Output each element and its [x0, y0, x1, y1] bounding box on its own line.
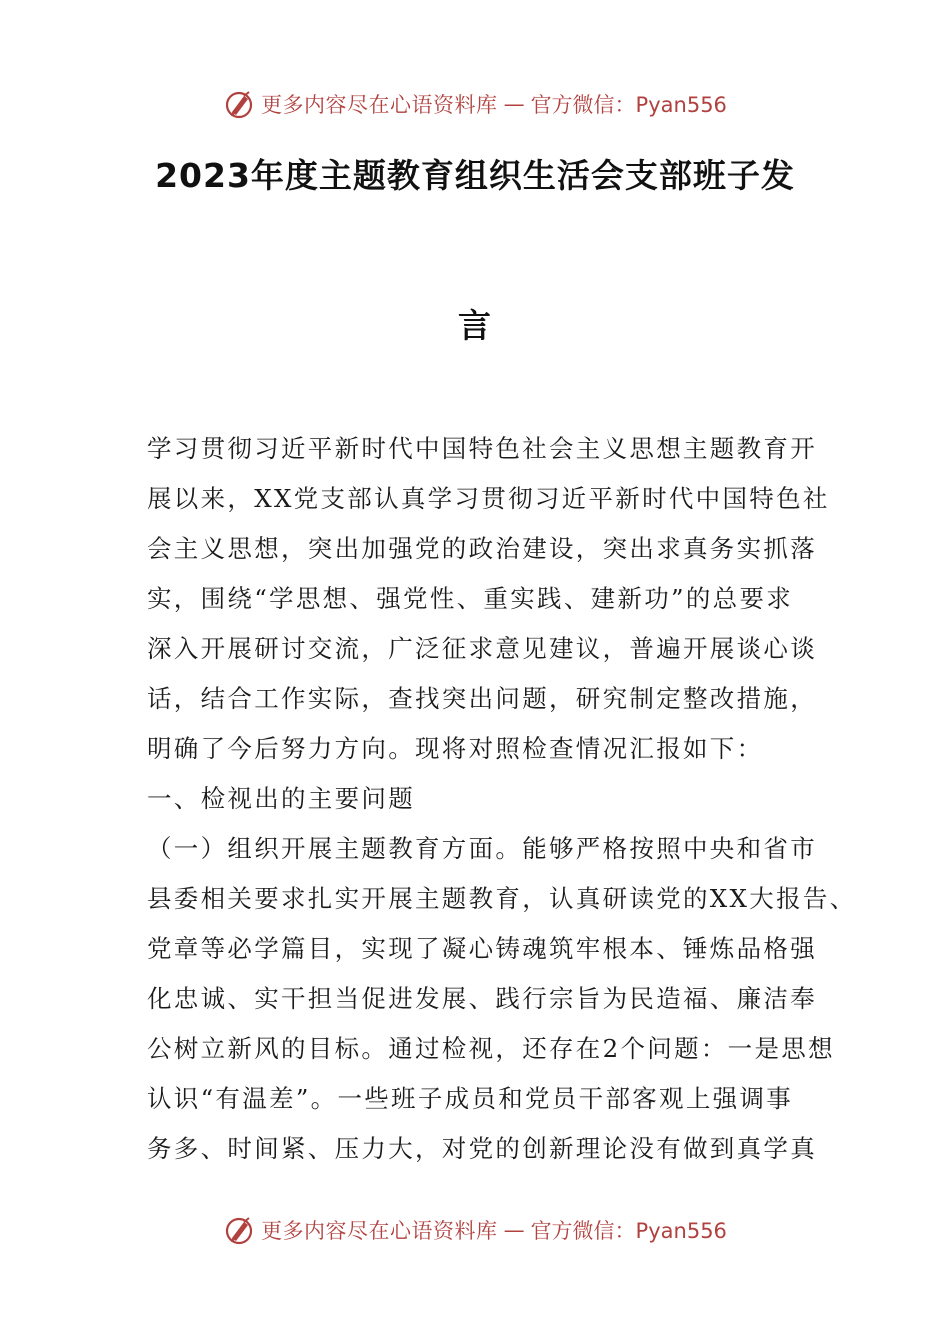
body-line: （一）组织开展主题教育方面。能够严格按照中央和省市 — [147, 834, 817, 863]
watermark-banner-bottom — [0, 1208, 950, 1252]
body-line: 深入开展研讨交流，广泛征求意见建议，普遍开展谈心谈 — [147, 634, 817, 663]
body-line: 务多、时间紧、压力大，对党的创新理论没有做到真学真 — [147, 1134, 817, 1163]
body-line: 明确了今后努力方向。现将对照检查情况汇报如下： — [147, 734, 764, 763]
body-line: 展以来，XX党支部认真学习贯彻习近平新时代中国特色社 — [147, 484, 830, 513]
body-line: 县委相关要求扎实开展主题教育，认真研读党的XX大报告、 — [147, 884, 857, 913]
document-title-line-1: 2023年度主题教育组织生活会支部班子发 — [155, 156, 795, 195]
pen-nib-circle-icon — [223, 88, 255, 120]
watermark-text: 更多内容尽在心语资料库 — [261, 93, 498, 117]
document-title-line-2: 言 — [458, 306, 492, 345]
body-line: 公树立新风的目标。通过检视，还存在2个问题：一是思想 — [147, 1034, 835, 1063]
watermark-contact: 官方微信：Pyan556 — [530, 93, 727, 117]
body-line: 会主义思想，突出加强党的政治建设，突出求真务实抓落 — [147, 534, 817, 563]
pen-nib-circle-icon — [223, 1214, 255, 1246]
body-line: 学习贯彻习近平新时代中国特色社会主义思想主题教育开 — [147, 434, 817, 463]
watermark-banner-top — [0, 82, 950, 126]
body-line: 认识“有温差”。一些班子成员和党员干部客观上强调事 — [147, 1084, 794, 1113]
watermark-text: 更多内容尽在心语资料库 — [261, 1219, 498, 1243]
body-line: 实，围绕“学思想、强党性、重实践、建新功”的总要求 — [147, 584, 794, 613]
section-heading: 一、检视出的主要问题 — [147, 784, 415, 813]
watermark-separator: — — [503, 1218, 525, 1242]
body-line: 党章等必学篇目，实现了凝心铸魂筑牢根本、锤炼品格强 — [147, 934, 817, 963]
watermark-separator: — — [503, 92, 525, 116]
body-line: 化忠诚、实干担当促进发展、践行宗旨为民造福、廉洁奉 — [147, 984, 817, 1013]
document-body — [147, 428, 857, 1178]
body-line: 话，结合工作实际，查找突出问题，研究制定整改措施， — [147, 684, 817, 713]
watermark-contact: 官方微信：Pyan556 — [530, 1219, 727, 1243]
